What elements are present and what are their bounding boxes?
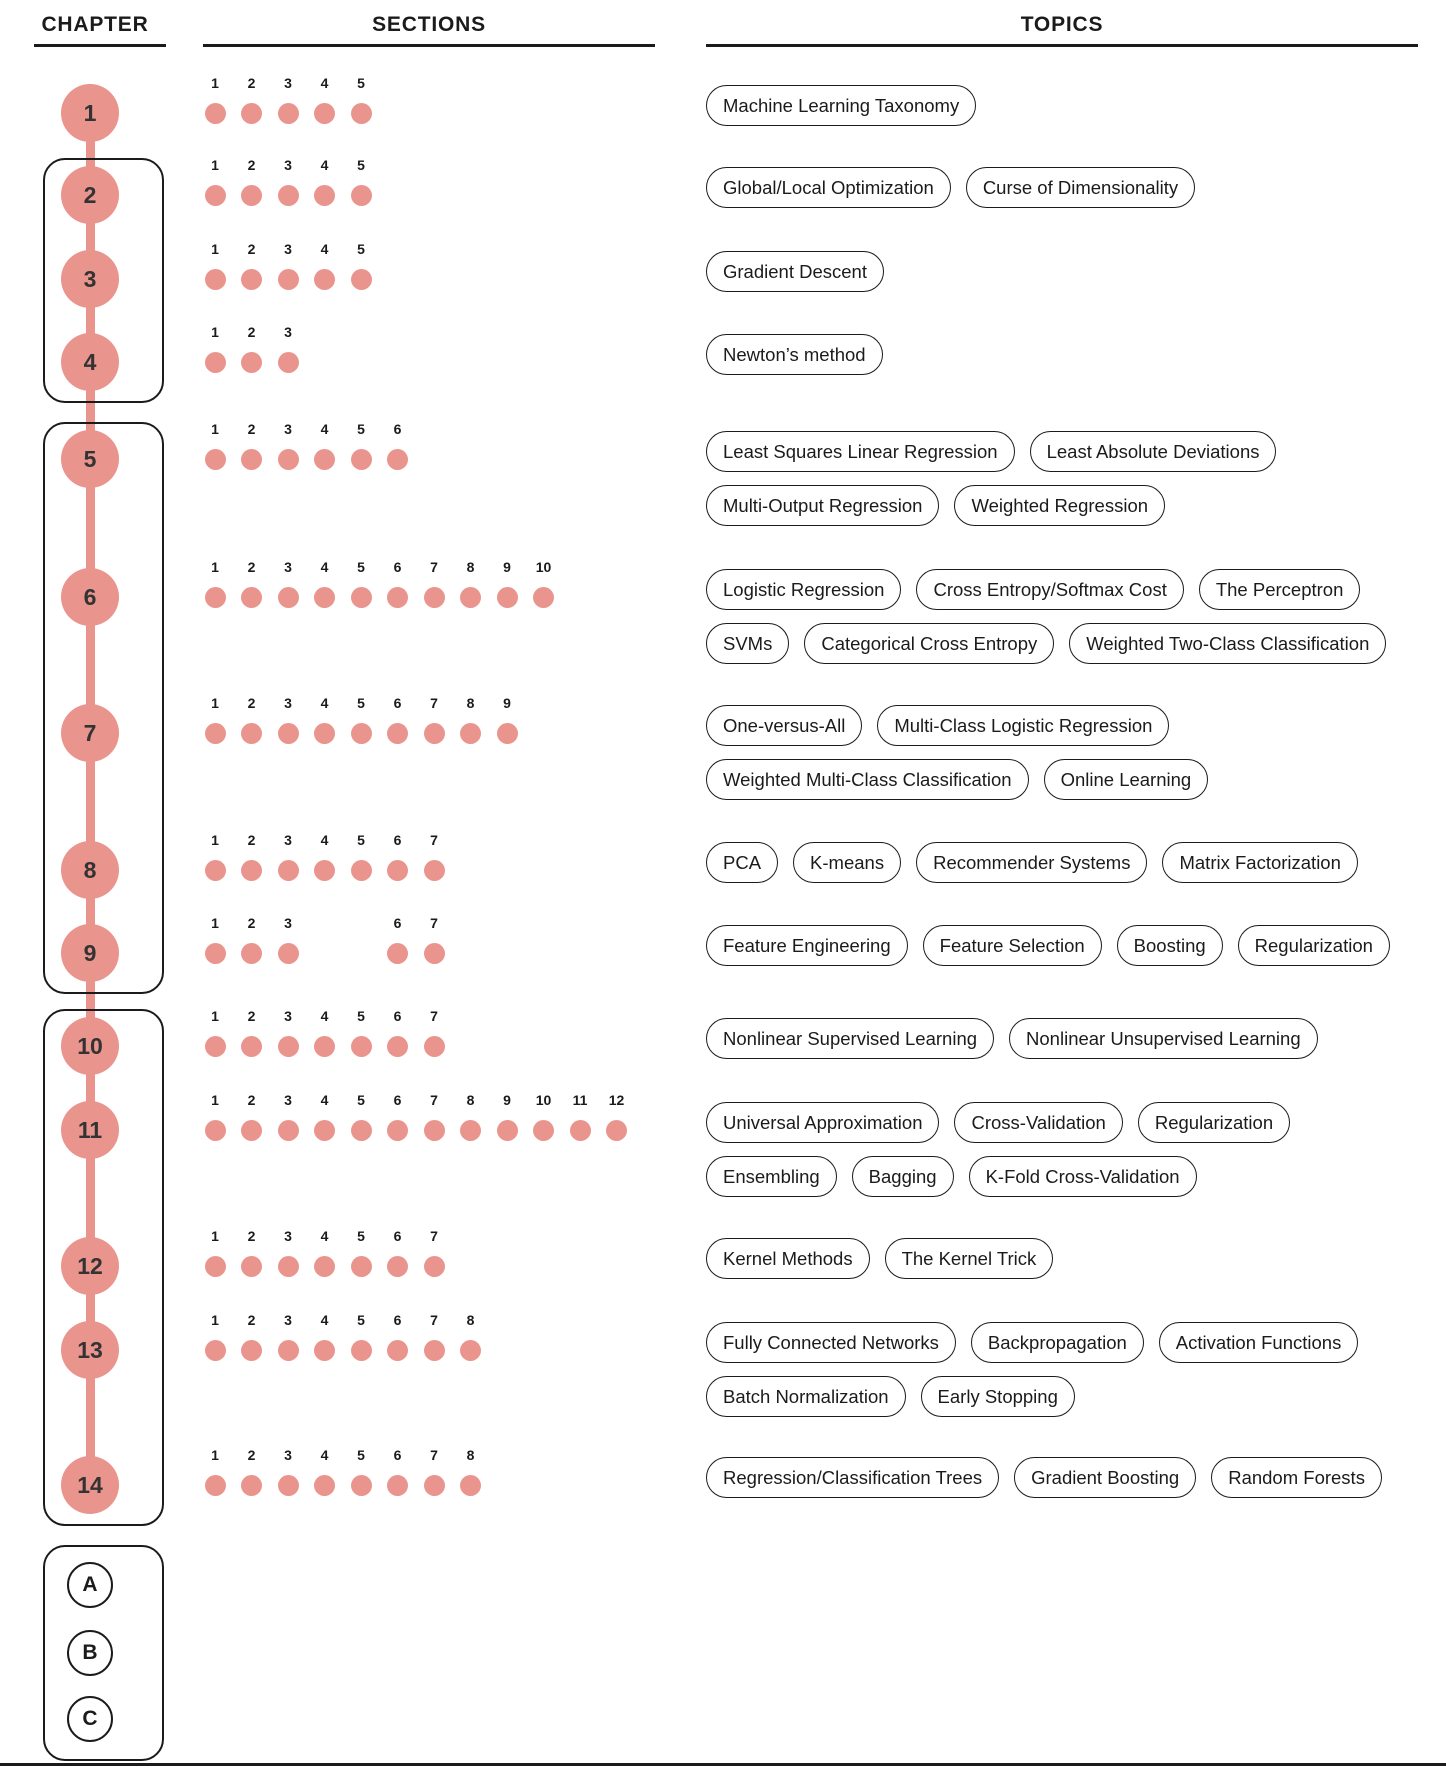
section-dot — [278, 185, 299, 206]
section-dot — [205, 1036, 226, 1057]
section-number: 1 — [211, 1228, 219, 1244]
chapter-column-header: CHAPTER — [41, 13, 149, 36]
section-dot — [205, 1340, 226, 1361]
section-number: 2 — [247, 559, 256, 575]
section-dot — [205, 269, 226, 290]
section-number: 5 — [357, 421, 365, 437]
topic-pill: Regression/Classification Trees — [706, 1457, 999, 1498]
section-number: 1 — [211, 832, 219, 848]
section-dot — [278, 1340, 299, 1361]
topic-pill: Least Squares Linear Regression — [706, 431, 1015, 472]
section-dot — [278, 1475, 299, 1496]
section-dot — [424, 1120, 445, 1141]
section-dot — [460, 723, 481, 744]
section-number: 7 — [430, 915, 438, 931]
section-dot — [351, 449, 372, 470]
topic-row — [706, 485, 1165, 526]
section-dot — [424, 943, 445, 964]
chapter-node-5: 5 — [61, 430, 119, 488]
section-number: 5 — [357, 1092, 365, 1108]
section-dot — [387, 1340, 408, 1361]
topic-pill: SVMs — [706, 623, 789, 664]
section-number: 2 — [247, 1228, 256, 1244]
section-number: 6 — [393, 1092, 402, 1108]
section-dot — [205, 185, 226, 206]
section-number: 3 — [284, 559, 292, 575]
topic-pill: Logistic Regression — [706, 569, 901, 610]
section-number: 4 — [320, 75, 329, 91]
section-number: 2 — [247, 832, 256, 848]
section-dot — [351, 1256, 372, 1277]
chapter-node-9: 9 — [61, 924, 119, 982]
section-dot — [497, 1120, 518, 1141]
section-dot — [314, 587, 335, 608]
section-dot — [278, 1256, 299, 1277]
section-number: 7 — [430, 832, 438, 848]
section-dot — [351, 860, 372, 881]
topic-row — [706, 705, 1169, 746]
section-dot — [314, 1120, 335, 1141]
section-number: 7 — [430, 695, 438, 711]
section-dot — [205, 352, 226, 373]
section-dot — [205, 860, 226, 881]
topic-row — [706, 1376, 1075, 1417]
section-number: 9 — [503, 695, 511, 711]
topic-row — [706, 569, 1360, 610]
section-number: 5 — [357, 241, 365, 257]
topic-pill: PCA — [706, 842, 778, 883]
section-number: 4 — [320, 241, 329, 257]
section-number: 11 — [572, 1092, 588, 1108]
topic-pill: Nonlinear Supervised Learning — [706, 1018, 994, 1059]
chapter-node-12: 12 — [61, 1237, 119, 1295]
section-dot — [241, 1340, 262, 1361]
section-number: 6 — [393, 695, 402, 711]
section-dot — [241, 1475, 262, 1496]
chapter-node-8: 8 — [61, 841, 119, 899]
section-dot — [424, 1340, 445, 1361]
topic-row — [706, 1457, 1382, 1498]
topic-pill: Regularization — [1238, 925, 1390, 966]
section-dot — [387, 1036, 408, 1057]
section-dot — [351, 103, 372, 124]
section-number: 6 — [393, 421, 402, 437]
section-number: 4 — [320, 157, 329, 173]
section-dot — [387, 1256, 408, 1277]
section-number: 5 — [357, 75, 365, 91]
topic-pill: Activation Functions — [1159, 1322, 1359, 1363]
section-dot — [205, 1475, 226, 1496]
section-number: 3 — [284, 1008, 292, 1024]
section-number: 2 — [247, 75, 256, 91]
section-number: 7 — [430, 1447, 438, 1463]
section-number: 7 — [430, 559, 438, 575]
topic-pill: Cross-Validation — [954, 1102, 1122, 1143]
topic-pill: Kernel Methods — [706, 1238, 870, 1279]
section-number: 2 — [247, 1092, 256, 1108]
topic-pill: Gradient Descent — [706, 251, 884, 292]
topic-pill: Feature Engineering — [706, 925, 908, 966]
section-number: 9 — [503, 559, 511, 575]
topic-row — [706, 334, 883, 375]
section-number: 3 — [284, 324, 292, 340]
section-dot — [241, 1036, 262, 1057]
section-number: 2 — [247, 1008, 256, 1024]
section-dot — [241, 723, 262, 744]
section-number: 2 — [247, 695, 256, 711]
section-number: 4 — [320, 559, 329, 575]
chapter-node-6: 6 — [61, 568, 119, 626]
section-dot — [387, 449, 408, 470]
section-number: 3 — [284, 241, 292, 257]
section-dot — [241, 1256, 262, 1277]
section-dot — [278, 943, 299, 964]
section-number: 1 — [211, 75, 219, 91]
topic-row — [706, 431, 1276, 472]
section-dot — [205, 103, 226, 124]
appendix-node-C: C — [67, 1696, 113, 1742]
section-number: 12 — [608, 1092, 625, 1108]
section-dot — [424, 587, 445, 608]
section-number: 2 — [247, 1447, 256, 1463]
appendix-node-A: A — [67, 1562, 113, 1608]
section-number: 8 — [466, 1092, 475, 1108]
section-dot — [205, 943, 226, 964]
section-dot — [460, 1475, 481, 1496]
section-number: 3 — [284, 695, 292, 711]
section-number: 2 — [247, 421, 256, 437]
topic-pill: Weighted Multi-Class Classification — [706, 759, 1029, 800]
section-dot — [424, 1475, 445, 1496]
section-number: 7 — [430, 1092, 438, 1108]
chapter-node-7: 7 — [61, 704, 119, 762]
section-dot — [241, 185, 262, 206]
section-number: 1 — [211, 421, 219, 437]
topic-row — [706, 167, 1195, 208]
topic-pill: Cross Entropy/Softmax Cost — [916, 569, 1183, 610]
section-number: 5 — [357, 1008, 365, 1024]
section-number: 5 — [357, 695, 365, 711]
section-dot — [533, 1120, 554, 1141]
section-dot — [460, 1340, 481, 1361]
section-dot — [533, 587, 554, 608]
chapter-node-3: 3 — [61, 250, 119, 308]
chapter-node-4: 4 — [61, 333, 119, 391]
section-number: 3 — [284, 915, 292, 931]
section-dot — [278, 723, 299, 744]
topic-pill: The Kernel Trick — [885, 1238, 1054, 1279]
section-number: 1 — [211, 1008, 219, 1024]
topic-row — [706, 1238, 1053, 1279]
section-number: 7 — [430, 1008, 438, 1024]
section-number: 5 — [357, 1228, 365, 1244]
chapter-node-2: 2 — [61, 166, 119, 224]
section-number: 6 — [393, 1312, 402, 1328]
topics-column-header: TOPICS — [1020, 13, 1104, 36]
topic-row — [706, 1322, 1358, 1363]
section-number: 6 — [393, 832, 402, 848]
appendix-node-B: B — [67, 1630, 113, 1676]
section-dot — [424, 860, 445, 881]
section-dot — [314, 723, 335, 744]
topic-pill: Least Absolute Deviations — [1030, 431, 1277, 472]
section-dot — [387, 723, 408, 744]
section-number: 1 — [211, 324, 219, 340]
section-dot — [387, 860, 408, 881]
section-number: 4 — [320, 1312, 329, 1328]
section-dot — [241, 587, 262, 608]
topic-pill: K-means — [793, 842, 901, 883]
section-number: 3 — [284, 157, 292, 173]
section-dot — [387, 1120, 408, 1141]
section-dot — [205, 587, 226, 608]
topic-pill: Weighted Two-Class Classification — [1069, 623, 1386, 664]
section-number: 4 — [320, 1447, 329, 1463]
section-dot — [314, 1340, 335, 1361]
topic-pill: Newton’s method — [706, 334, 883, 375]
section-number: 1 — [211, 559, 219, 575]
chapter-node-1: 1 — [61, 84, 119, 142]
topic-row — [706, 623, 1386, 664]
section-number: 4 — [320, 695, 329, 711]
page-bottom-rule — [0, 1763, 1446, 1766]
section-dot — [351, 1340, 372, 1361]
section-number: 1 — [211, 157, 219, 173]
section-number: 6 — [393, 559, 402, 575]
topic-pill: Recommender Systems — [916, 842, 1147, 883]
topic-pill: Gradient Boosting — [1014, 1457, 1196, 1498]
section-dot — [314, 1036, 335, 1057]
topic-pill: Backpropagation — [971, 1322, 1144, 1363]
section-dot — [387, 587, 408, 608]
section-dot — [278, 103, 299, 124]
chapter-node-11: 11 — [61, 1101, 119, 1159]
topics-header-rule — [706, 44, 1418, 47]
section-dot — [278, 352, 299, 373]
topic-pill: Feature Selection — [923, 925, 1102, 966]
topic-row — [706, 1018, 1318, 1059]
section-dot — [314, 103, 335, 124]
sections-column-header: SECTIONS — [372, 13, 486, 36]
section-number: 3 — [284, 75, 292, 91]
section-number: 1 — [211, 695, 219, 711]
section-number: 3 — [284, 1447, 292, 1463]
chapter-node-14: 14 — [61, 1456, 119, 1514]
section-dot — [351, 1475, 372, 1496]
section-number: 3 — [284, 421, 292, 437]
topic-pill: Categorical Cross Entropy — [804, 623, 1054, 664]
section-dot — [205, 723, 226, 744]
topic-pill: Random Forests — [1211, 1457, 1382, 1498]
topic-pill: One-versus-All — [706, 705, 862, 746]
section-number: 6 — [393, 1228, 402, 1244]
section-number: 4 — [320, 1092, 329, 1108]
topic-pill: Machine Learning Taxonomy — [706, 85, 976, 126]
section-number: 4 — [320, 1228, 329, 1244]
section-dot — [314, 1256, 335, 1277]
section-dot — [241, 352, 262, 373]
section-dot — [351, 587, 372, 608]
topic-pill: Curse of Dimensionality — [966, 167, 1195, 208]
section-dot — [241, 449, 262, 470]
topic-row — [706, 85, 976, 126]
section-dot — [351, 1036, 372, 1057]
topic-pill: Fully Connected Networks — [706, 1322, 956, 1363]
section-dot — [314, 860, 335, 881]
topic-pill: Ensembling — [706, 1156, 837, 1197]
section-dot — [241, 943, 262, 964]
section-dot — [497, 723, 518, 744]
section-number: 2 — [247, 324, 256, 340]
section-number: 5 — [357, 832, 365, 848]
chapter-node-13: 13 — [61, 1321, 119, 1379]
topic-pill: Global/Local Optimization — [706, 167, 951, 208]
section-number: 5 — [357, 1312, 365, 1328]
section-dot — [424, 723, 445, 744]
section-dot — [205, 1256, 226, 1277]
topic-row — [706, 759, 1208, 800]
topic-pill: Multi-Output Regression — [706, 485, 939, 526]
topic-row — [706, 251, 884, 292]
topic-pill: The Perceptron — [1199, 569, 1361, 610]
section-number: 9 — [503, 1092, 511, 1108]
section-dot — [278, 1036, 299, 1057]
section-dot — [314, 269, 335, 290]
topic-pill: Weighted Regression — [954, 485, 1165, 526]
section-number: 1 — [211, 1092, 219, 1108]
section-number: 5 — [357, 559, 365, 575]
section-dot — [278, 1120, 299, 1141]
section-number: 1 — [211, 1312, 219, 1328]
section-dot — [241, 269, 262, 290]
topic-pill: K-Fold Cross-Validation — [969, 1156, 1197, 1197]
section-number: 3 — [284, 1312, 292, 1328]
section-number: 3 — [284, 1092, 292, 1108]
topic-pill: Multi-Class Logistic Regression — [877, 705, 1169, 746]
section-dot — [278, 860, 299, 881]
section-number: 7 — [430, 1312, 438, 1328]
section-dot — [460, 1120, 481, 1141]
section-number: 7 — [430, 1228, 438, 1244]
section-number: 4 — [320, 421, 329, 437]
section-dot — [387, 943, 408, 964]
topic-pill: Bagging — [852, 1156, 954, 1197]
section-dot — [314, 185, 335, 206]
topic-row — [706, 1102, 1290, 1143]
section-number: 2 — [247, 915, 256, 931]
section-dot — [424, 1036, 445, 1057]
section-number: 5 — [357, 157, 365, 173]
section-dot — [314, 1475, 335, 1496]
section-dot — [351, 269, 372, 290]
section-number: 4 — [320, 1008, 329, 1024]
section-dot — [241, 1120, 262, 1141]
topic-row — [706, 925, 1390, 966]
section-number: 5 — [357, 1447, 365, 1463]
section-number: 4 — [320, 832, 329, 848]
topic-pill: Regularization — [1138, 1102, 1290, 1143]
section-number: 10 — [535, 1092, 552, 1108]
topic-row — [706, 842, 1358, 883]
section-number: 3 — [284, 832, 292, 848]
section-number: 8 — [466, 695, 475, 711]
section-dot — [606, 1120, 627, 1141]
section-dot — [241, 103, 262, 124]
section-dot — [278, 269, 299, 290]
topic-pill: Early Stopping — [921, 1376, 1075, 1417]
topic-pill: Boosting — [1117, 925, 1223, 966]
section-number: 1 — [211, 1447, 219, 1463]
topic-pill: Matrix Factorization — [1162, 842, 1357, 883]
section-number: 10 — [535, 559, 552, 575]
section-number: 8 — [466, 1312, 475, 1328]
section-dot — [205, 1120, 226, 1141]
section-number: 8 — [466, 559, 475, 575]
section-dot — [241, 860, 262, 881]
section-dot — [351, 723, 372, 744]
section-dot — [497, 587, 518, 608]
section-dot — [314, 449, 335, 470]
section-dot — [351, 1120, 372, 1141]
chapter-header-rule — [34, 44, 166, 47]
section-number: 1 — [211, 241, 219, 257]
topic-pill: Online Learning — [1044, 759, 1209, 800]
section-dot — [424, 1256, 445, 1277]
section-number: 6 — [393, 1008, 402, 1024]
section-number: 6 — [393, 1447, 402, 1463]
section-number: 8 — [466, 1447, 475, 1463]
section-dot — [351, 185, 372, 206]
sections-header-rule — [203, 44, 655, 47]
section-dot — [570, 1120, 591, 1141]
section-number: 1 — [211, 915, 219, 931]
section-dot — [205, 449, 226, 470]
section-number: 6 — [393, 915, 402, 931]
section-number: 3 — [284, 1228, 292, 1244]
topic-pill: Universal Approximation — [706, 1102, 939, 1143]
section-number: 2 — [247, 157, 256, 173]
section-dot — [460, 587, 481, 608]
section-dot — [387, 1475, 408, 1496]
section-number: 2 — [247, 1312, 256, 1328]
topic-pill: Batch Normalization — [706, 1376, 906, 1417]
section-number: 2 — [247, 241, 256, 257]
section-dot — [278, 449, 299, 470]
topic-row — [706, 1156, 1197, 1197]
section-dot — [278, 587, 299, 608]
chapter-node-10: 10 — [61, 1017, 119, 1075]
topic-pill: Nonlinear Unsupervised Learning — [1009, 1018, 1318, 1059]
